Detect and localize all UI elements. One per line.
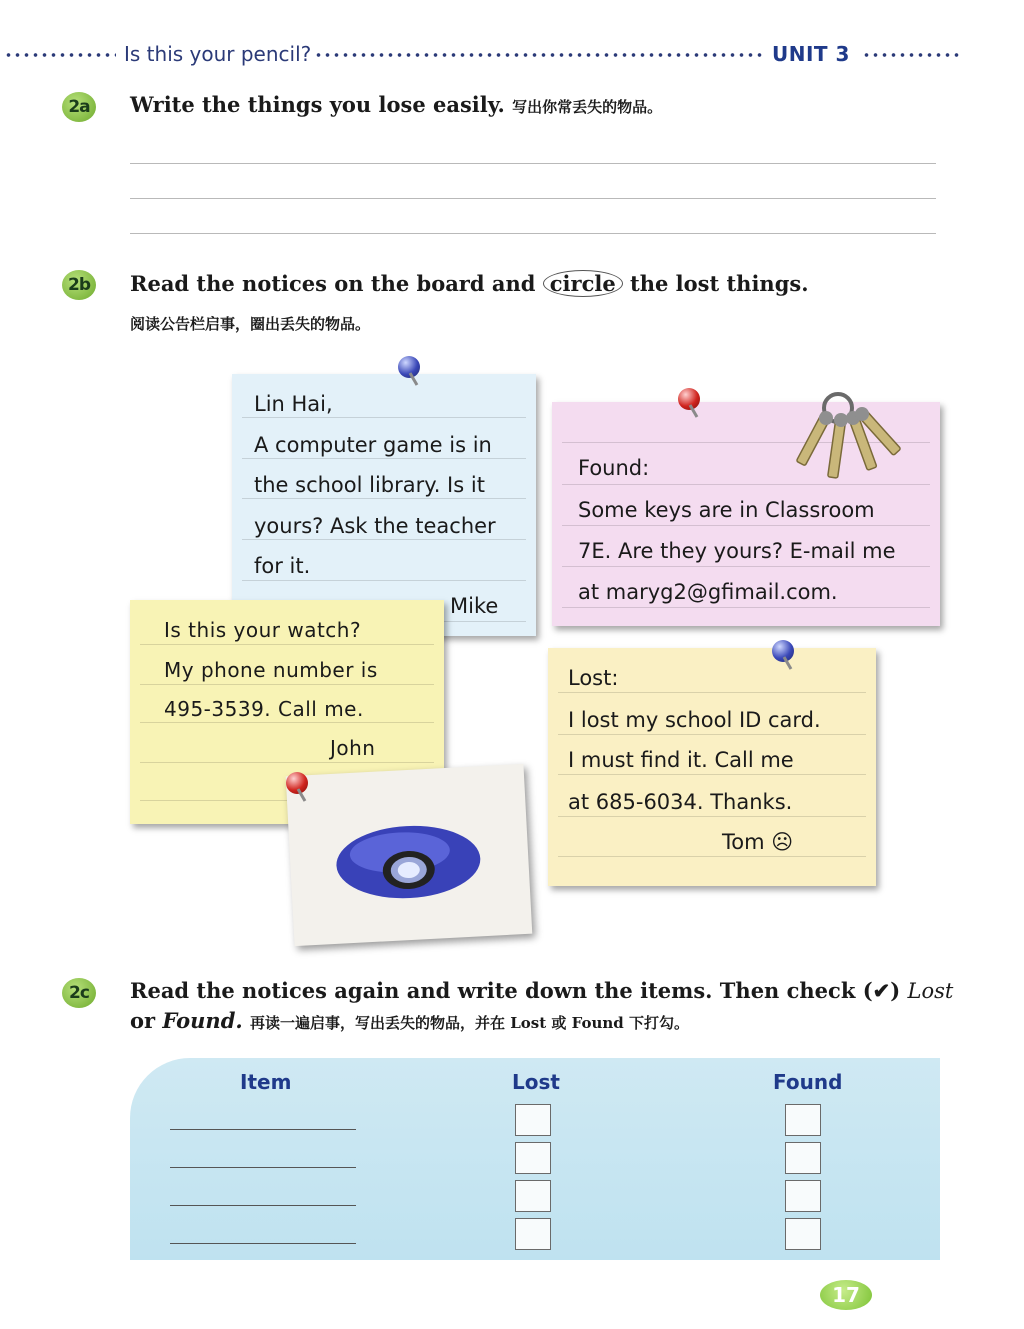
found-checkbox-4[interactable] bbox=[785, 1218, 821, 1250]
badge-2b: 2b bbox=[62, 270, 96, 300]
red-pin-icon bbox=[678, 388, 700, 410]
lost-checkbox-1[interactable] bbox=[515, 1104, 551, 1136]
header-dots-right bbox=[862, 52, 962, 58]
notice-john-line: 495-3539. Call me. bbox=[164, 697, 364, 721]
found-word: Found. bbox=[162, 1008, 243, 1033]
item-line-3[interactable] bbox=[170, 1205, 356, 1206]
notice-john-signature: John bbox=[330, 736, 376, 760]
notice-mike bbox=[232, 374, 536, 636]
notice-mary-line: 7E. Are they yours? E-mail me bbox=[578, 539, 896, 563]
lost-checkbox-4[interactable] bbox=[515, 1218, 551, 1250]
instruction-2b-cn: 阅读公告栏启事，圈出丢失的物品。 bbox=[130, 315, 371, 333]
red-pin-icon bbox=[286, 772, 308, 794]
watch-icon bbox=[286, 764, 533, 946]
instruction-2a-en: Write the things you lose easily. bbox=[130, 92, 505, 117]
notice-mike-line: for it. bbox=[254, 554, 311, 578]
item-line-1[interactable] bbox=[170, 1129, 356, 1130]
lost-word: Lost bbox=[907, 979, 954, 1003]
notice-tom bbox=[548, 648, 876, 886]
instruction-2c-pre: Read the notices again and write down the items. Then check ( bbox=[130, 978, 873, 1003]
keys-icon bbox=[752, 384, 904, 488]
header-title: Is this your pencil? bbox=[124, 42, 312, 66]
header-unit: UNIT 3 bbox=[772, 42, 850, 66]
watch-photo bbox=[286, 764, 533, 946]
notice-mike-line: Lin Hai, bbox=[254, 392, 333, 416]
notice-tom-line: Lost: bbox=[568, 666, 619, 690]
notice-tom-signature: Tom ☹ bbox=[722, 830, 794, 854]
item-line-4[interactable] bbox=[170, 1243, 356, 1244]
check-mark-icon: ✔ bbox=[872, 978, 891, 1003]
answer-line-3[interactable] bbox=[130, 233, 936, 234]
found-checkbox-2[interactable] bbox=[785, 1142, 821, 1174]
notice-mike-signature: Mike bbox=[450, 594, 499, 618]
notice-tom-line: at 685-6034. Thanks. bbox=[568, 790, 793, 814]
blue-pin-icon bbox=[398, 356, 420, 378]
instruction-2a-cn: 写出你常丢失的物品。 bbox=[512, 98, 663, 116]
notice-mary-line: Found: bbox=[578, 456, 650, 480]
found-checkbox-3[interactable] bbox=[785, 1180, 821, 1212]
header-dots-middle bbox=[314, 52, 766, 58]
answer-line-2[interactable] bbox=[130, 198, 936, 199]
running-header bbox=[0, 40, 1024, 70]
notice-mary-line: at maryg2@gfimail.com. bbox=[578, 580, 838, 604]
instruction-2b-pre: Read the notices on the board and bbox=[130, 271, 536, 296]
or-word: or bbox=[130, 1008, 156, 1033]
notice-mary-line: Some keys are in Classroom bbox=[578, 498, 875, 522]
instruction-2c-cn: 再读一遍启事，写出丢失的物品，并在 Lost 或 Found 下打勾。 bbox=[250, 1014, 689, 1032]
notice-tom-line: I lost my school ID card. bbox=[568, 708, 821, 732]
notice-mike-line: A computer game is in bbox=[254, 433, 492, 457]
answer-line-1[interactable] bbox=[130, 163, 936, 164]
circled-word: circle bbox=[543, 270, 623, 297]
instruction-2c-line1 bbox=[130, 978, 953, 1003]
item-line-2[interactable] bbox=[170, 1167, 356, 1168]
instruction-2b-post: the lost things. bbox=[630, 271, 809, 296]
instruction-2b bbox=[130, 270, 809, 297]
notice-tom-line: I must find it. Call me bbox=[568, 748, 794, 772]
header-lost: Lost bbox=[512, 1070, 560, 1094]
instruction-2a bbox=[130, 92, 662, 117]
notice-john-line: Is this your watch? bbox=[164, 618, 362, 642]
badge-2c: 2c bbox=[62, 978, 96, 1008]
lost-checkbox-2[interactable] bbox=[515, 1142, 551, 1174]
found-checkbox-1[interactable] bbox=[785, 1104, 821, 1136]
notice-john-line: My phone number is bbox=[164, 658, 378, 682]
page-number: 17 bbox=[820, 1280, 872, 1310]
header-item: Item bbox=[240, 1070, 292, 1094]
notice-mike-line: yours? Ask the teacher bbox=[254, 514, 496, 538]
instruction-2c-line2 bbox=[130, 1008, 689, 1033]
instruction-2c-post: ) bbox=[890, 978, 901, 1003]
header-dots-left bbox=[4, 52, 116, 58]
header-found: Found bbox=[773, 1070, 843, 1094]
badge-2a: 2a bbox=[62, 92, 96, 122]
lost-checkbox-3[interactable] bbox=[515, 1180, 551, 1212]
blue-pin-icon bbox=[772, 640, 794, 662]
notice-mike-line: the school library. Is it bbox=[254, 473, 485, 497]
